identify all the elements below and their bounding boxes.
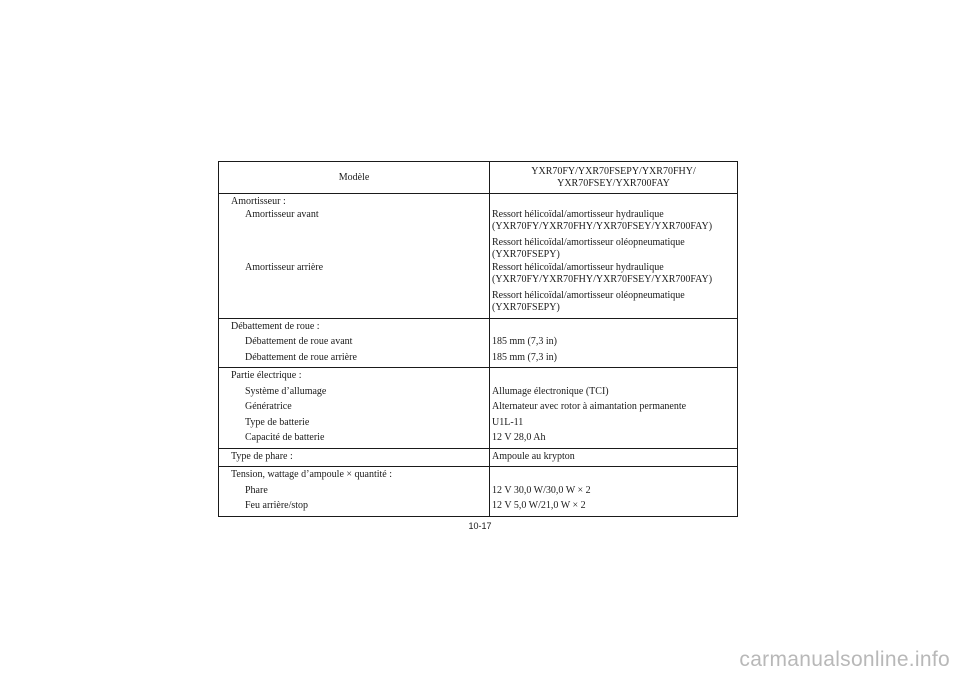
amortisseur-title: Amortisseur : (231, 196, 286, 207)
section-phare-values (490, 449, 737, 467)
debattement-avant-label: Débattement de roue avant (245, 336, 353, 347)
tension-title: Tension, wattage d’ampoule × quantité : (231, 469, 393, 480)
amortisseur-avant-value-1a: Ressort hélicoïdal/amortisseur hydraulique (492, 208, 664, 220)
batterie-value: U1L-11 (492, 416, 524, 428)
section-electrique-values (490, 368, 737, 448)
batterie-label: Type de batterie (245, 416, 310, 428)
amortisseur-avant-value-2b: (YXR70FSEPY) (492, 249, 560, 260)
section-electrique (219, 368, 737, 449)
header-model-line-2: YXR70FSEY/YXR700FAY (557, 177, 670, 189)
allumage-label: Système d’allumage (245, 385, 327, 397)
debattement-arriere-label: Débattement de roue arrière (245, 351, 357, 363)
header-model-values (490, 162, 737, 193)
capacite-value: 12 V 28,0 Ah (492, 432, 546, 443)
section-tension-labels (219, 467, 490, 516)
section-electrique-labels (219, 368, 490, 448)
spec-table (218, 161, 738, 517)
phare-type-value: Ampoule au krypton (492, 450, 575, 462)
section-tension (219, 467, 737, 516)
tension-phare-value: 12 V 30,0 W/30,0 W × 2 (492, 484, 591, 496)
section-debattement (219, 319, 737, 369)
section-debattement-values (490, 319, 737, 368)
phare-type-label: Type de phare : (231, 450, 293, 462)
tension-phare-label: Phare (245, 484, 268, 496)
tension-feu-value: 12 V 5,0 W/21,0 W × 2 (492, 500, 586, 511)
amortisseur-arriere-value-1a: Ressort hélicoïdal/amortisseur hydraulique (492, 261, 664, 273)
amortisseur-avant-value-2a: Ressort hélicoïdal/amortisseur oléopneumatique (492, 236, 685, 248)
debattement-title: Débattement de roue : (231, 320, 320, 332)
amortisseur-arriere-value-2b: (YXR70FSEPY) (492, 302, 560, 313)
section-phare (219, 449, 737, 468)
electrique-title: Partie électrique : (231, 370, 302, 381)
capacite-label: Capacité de batterie (245, 432, 325, 443)
header-model-line-1: YXR70FY/YXR70FSEPY/YXR70FHY/ (531, 165, 696, 177)
watermark-text: carmanualsonline.info (739, 648, 950, 671)
amortisseur-avant-label: Amortisseur avant (245, 208, 319, 220)
header-model-label: Modèle (219, 162, 490, 193)
amortisseur-arriere-value-2a: Ressort hélicoïdal/amortisseur oléopneumatique (492, 289, 685, 301)
page-number: 10-17 (468, 521, 492, 531)
section-amortisseur-labels (219, 194, 490, 318)
tension-feu-label: Feu arrière/stop (245, 500, 309, 511)
section-phare-labels (219, 449, 490, 467)
allumage-value: Allumage électronique (TCI) (492, 385, 609, 397)
amortisseur-arriere-value-1b: (YXR70FY/YXR70FHY/YXR70FSEY/YXR700FAY) (492, 274, 713, 285)
section-tension-values (490, 467, 737, 516)
table-header-row (219, 162, 737, 194)
section-amortisseur-values (490, 194, 737, 318)
debattement-arriere-value: 185 mm (7,3 in) (492, 351, 557, 363)
debattement-avant-value: 185 mm (7,3 in) (492, 336, 557, 347)
section-amortisseur (219, 194, 737, 319)
generatrice-value: Alternateur avec rotor à aimantation permanente (492, 401, 687, 412)
amortisseur-avant-value-1b: (YXR70FY/YXR70FHY/YXR70FSEY/YXR700FAY) (492, 221, 713, 232)
generatrice-label: Génératrice (245, 401, 292, 412)
amortisseur-arriere-label: Amortisseur arrière (245, 261, 324, 273)
section-debattement-labels (219, 319, 490, 368)
